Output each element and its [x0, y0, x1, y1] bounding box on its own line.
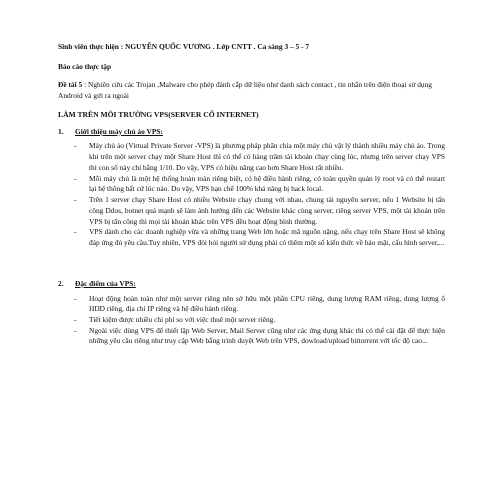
list-item — [74, 227, 445, 248]
bullet-text: Máy chủ ảo (Virtual Private Server -VPS) là phương pháp phân chia một máy chủ vật lý thành nhiều máy chủ ảo. Trong khi trên một server chạy một Share Host thì có thể có hàng trăm tài khoản chạy cùng lúc, nhưng trên server chạy VPS thì con số này chỉ bằng 1/10. Do vậy, VPS có hiệu năng cao hơn Share Host rất nhiều. — [89, 141, 445, 172]
section-title: Đặc điểm của VPS: — [75, 278, 136, 288]
section-title: Giới thiệu máy chủ ảo VPS: — [75, 126, 163, 136]
list-item — [74, 195, 445, 227]
section-heading — [58, 127, 445, 138]
bullet-text: Trên 1 server chạy Share Host có nhiều Website chạy chung với nhau, chung tài nguyên server, nếu 1 Website bị tấn công Ddos, botnet quá mạnh sẽ làm ảnh hưởng đến các Website khác cùng server, riêng server VPS, một tài khoản trên VPS bị tấn công thì mọi tài khoản khác trên VPS đều hoạt động bình thường. — [89, 195, 445, 226]
bullet-list — [58, 294, 445, 348]
bullet-dash: - — [74, 195, 77, 205]
list-item — [74, 141, 445, 173]
bullet-dash: - — [74, 141, 77, 151]
student-info: Sinh viên thực hiện : NGUYỄN QUỐC VƯƠNG . Lớp CNTT . Ca sáng 3 – 5 - 7 — [58, 42, 310, 51]
bullet-text: Mỗi máy chủ là một hệ thống hoàn toàn riêng biệt, có hệ điều hành riêng, có toàn quyền quản lý root và có thể restart lại hệ thống bất cứ lúc nào. Do vậy, VPS hạn chế 100% khả năng bị hack local. — [89, 173, 445, 194]
environment-title: LÀM TRÊN MÔI TRƯỜNG VPS(SERVER CỐ INTERNET) — [58, 109, 259, 119]
bullet-text: VPS dành cho các doanh nghiệp vừa và những trang Web lớn hoặc mã nguồn nặng, nếu chạy trên Share Host sẽ không đáp ứng đủ yêu cầu.Tuy nhiên, VPS đòi hỏi người sử dụng phải có thêm một số kiến thức về bảo mật, cấu hình server,... — [89, 227, 445, 248]
list-item — [74, 315, 445, 326]
section-vps-features — [58, 279, 445, 347]
bullet-dash: - — [74, 293, 77, 303]
bullet-dash: - — [74, 227, 77, 237]
bullet-text: Hoạt động hoàn toàn như một server riêng nên sở hữu một phần CPU riêng, dung lượng RAM riêng, dung lượng ổ HDD riêng, địa chỉ IP riêng và hệ điều hành riêng. — [89, 293, 445, 314]
section-number: 2. — [58, 278, 64, 288]
bullet-text: Tiết kiệm được nhiều chi phí so với việc thuê một server riêng. — [89, 315, 276, 324]
topic-text: : Nghiên cứu các Trojan ,Malware cho phép đánh cắp dữ liệu như danh sách contact , tin nhắn trên điện thoại sử dụng Android và gửi ra ngoài — [58, 79, 432, 100]
list-item — [74, 174, 445, 195]
bullet-dash: - — [74, 315, 77, 324]
list-item — [74, 294, 445, 315]
bullet-dash: - — [74, 173, 77, 183]
bullet-dash: - — [74, 325, 77, 335]
list-item — [74, 326, 445, 347]
section-heading — [58, 279, 445, 290]
report-title: Báo cáo thực tập — [58, 61, 112, 71]
section-number: 1. — [58, 126, 64, 136]
bullet-list — [58, 141, 445, 248]
bullet-text: Ngoài việc dùng VPS để thiết lập Web Server, Mail Server cũng như các ứng dụng khác thì có thể cài đặt để thực hiện những yêu cầu riêng như truy cập Web bằng trình duyệt Web trên VPS, dowload/upload bittorrent với tốc độ cao... — [89, 325, 445, 346]
section-intro-vps — [58, 127, 445, 249]
topic-label: Đề tài 5 — [58, 79, 83, 89]
topic — [58, 80, 445, 101]
